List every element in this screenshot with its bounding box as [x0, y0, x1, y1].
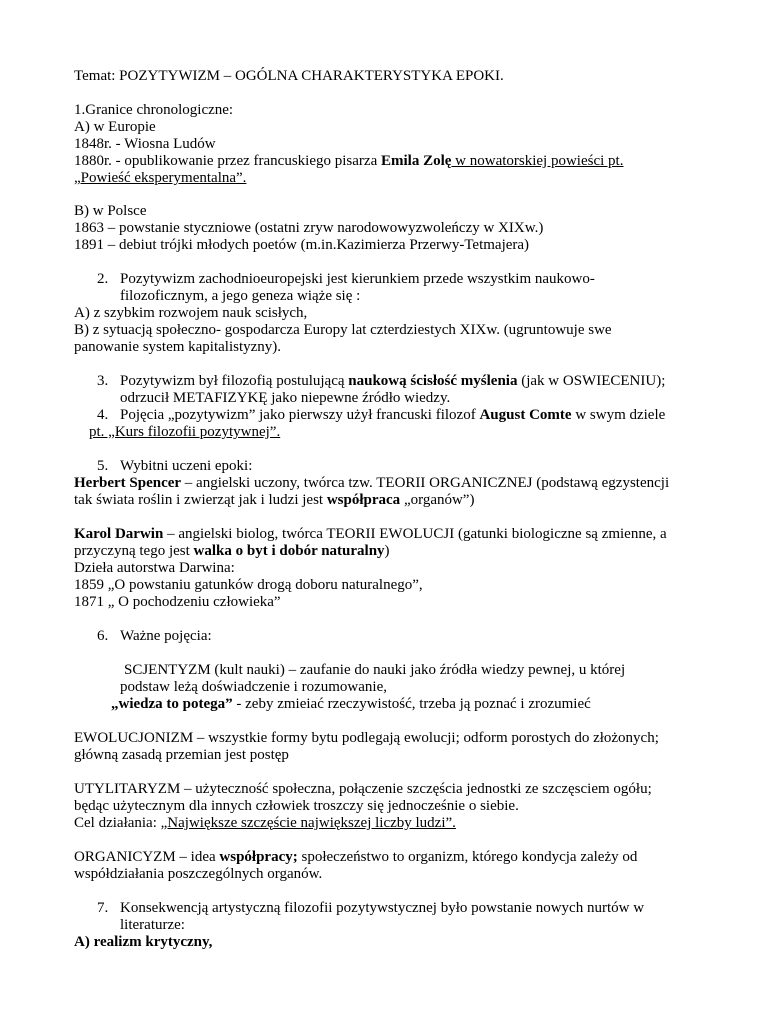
august-comte-name: August Comte	[479, 407, 572, 423]
section-4-line-2: pt. „Kurs filozofii pozytywnej”.	[89, 424, 281, 440]
section-4-line-1: Pojęcia „pozytywizm” jako pierwszy użył francuski filozof August Comte w swym dziele	[120, 407, 666, 423]
utylitaryzm-line-3: Cel działania: „Największe szczęście największej liczby ludzi”.	[74, 815, 456, 831]
section-2-line-1: Pozytywizm zachodnioeuropejski jest kierunkiem przede wszystkim naukowo-	[120, 271, 595, 287]
section-7-line-2: literaturze:	[120, 917, 185, 933]
darwin-line-1: Karol Darwin – angielski biolog, twórca TEORII EWOLUCJI (gatunki biologiczne są zmienne, a	[74, 526, 667, 542]
section-2-line-2: filozoficznym, a jego geneza wiąże się :	[120, 288, 361, 304]
spencer-line-2: tak świata roślin i zwierząt jak i ludzi jest współpraca „organów”)	[74, 492, 475, 508]
section-7-point-a: A) realizm krytyczny,	[74, 934, 213, 950]
section-6-heading: Ważne pojęcia:	[120, 628, 212, 644]
section-3-line-2: odrzucił METAFIZYKĘ jako niepewne źródło wiedzy.	[120, 390, 451, 406]
scjentyzm-line-2: podstaw leżą doświadczenie i rozumowanie,	[120, 679, 387, 695]
europe-item-1880: 1880r. - opublikowanie przez francuskiego pisarza Emila Zolę w nowatorskiej powieści pt.	[74, 153, 624, 169]
europe-item-1880-title: „Powieść eksperymentalna”.	[74, 170, 247, 186]
poland-item-1891: 1891 – debiut trójki młodych poetów (m.in.Kazimierza Przerwy-Tetmajera)	[74, 237, 530, 253]
section-2-point-a: A) z szybkim rozwojem nauk scisłych,	[74, 305, 308, 321]
poland-item-1863: 1863 – powstanie styczniowe (ostatni zryw narodowowyzwoleńczy w XIXw.)	[74, 220, 544, 236]
utylitaryzm-line-2: będąc użytecznym dla innych człowiek troszczy się jednocześnie o siebie.	[74, 798, 519, 814]
section-6-number: 6.	[97, 628, 109, 644]
section-5-number: 5.	[97, 458, 109, 474]
section-4-number: 4.	[97, 407, 109, 423]
spencer-name: Herbert Spencer	[74, 475, 182, 491]
section-5-heading: Wybitni uczeni epoki:	[120, 458, 253, 474]
section-2-point-b-line-1: B) z sytuacją społeczno- gospodarcza Europy lat czterdziestych XIXw. (ugruntowuje swe	[74, 322, 612, 338]
scjentyzm-line-1: SCJENTYZM (kult nauki) – zaufanie do nauki jako źródła wiedzy pewnej, u której	[124, 662, 626, 678]
section-2-point-b-line-2: panowanie system kapitalistyzny).	[74, 339, 282, 355]
poland-label: B) w Polsce	[74, 203, 147, 219]
section-3-number: 3.	[97, 373, 109, 389]
section-7-number: 7.	[97, 900, 109, 916]
emil-zola-name: Emila Zolę	[380, 153, 452, 169]
darwin-name: Karol Darwin	[74, 526, 164, 542]
ewolucjonizm-line-2: główną zasadą przemian jest postęp	[74, 747, 289, 763]
section-2-number: 2.	[97, 271, 109, 287]
darwin-work-1859: 1859 „O powstaniu gatunków drogą doboru naturalnego”,	[74, 577, 423, 593]
organicyzm-line-2: współdziałania poszczególnych organów.	[74, 866, 323, 882]
europe-item-1848: 1848r. - Wiosna Ludów	[74, 136, 216, 152]
document-title: Temat: POZYTYWIZM – OGÓLNA CHARAKTERYSTYKA EPOKI.	[74, 68, 504, 84]
europe-label: A) w Europie	[74, 119, 156, 135]
section-1-heading: 1.Granice chronologiczne:	[74, 102, 234, 118]
section-3-line-1: Pozytywizm był filozofią postulującą naukową ścisłość myślenia (jak w OSWIECENIU);	[120, 373, 666, 389]
spencer-line-1: Herbert Spencer – angielski uczony, twórca tzw. TEORII ORGANICZNEJ (podstawą egzystencji	[74, 475, 670, 491]
darwin-work-1871: 1871 „ O pochodzeniu człowieka”	[74, 594, 281, 610]
utylitaryzm-line-1: UTYLITARYZM – użyteczność społeczna, połączenie szczęścia jednostki ze szczęsciem ogółu;	[74, 781, 652, 797]
ewolucjonizm-line-1: EWOLUCJONIZM – wszystkie formy bytu podlegają ewolucji; odform porostych do złożonych;	[74, 730, 659, 746]
section-7-line-1: Konsekwencją artystyczną filozofii pozytywstycznej było powstanie nowych nurtów w	[120, 900, 645, 916]
scjentyzm-line-3: „wiedza to potega” - zeby zmieiać rzeczywistość, trzeba ją poznać i zrozumieć	[111, 696, 591, 712]
darwin-line-2: przyczyną tego jest walka o byt i dobór naturalny)	[74, 543, 390, 559]
organicyzm-line-1: ORGANICYZM – idea współpracy; społeczeństwo to organizm, którego kondycja zależy od	[74, 849, 638, 865]
darwin-works-heading: Dzieła autorstwa Darwina:	[74, 560, 235, 576]
